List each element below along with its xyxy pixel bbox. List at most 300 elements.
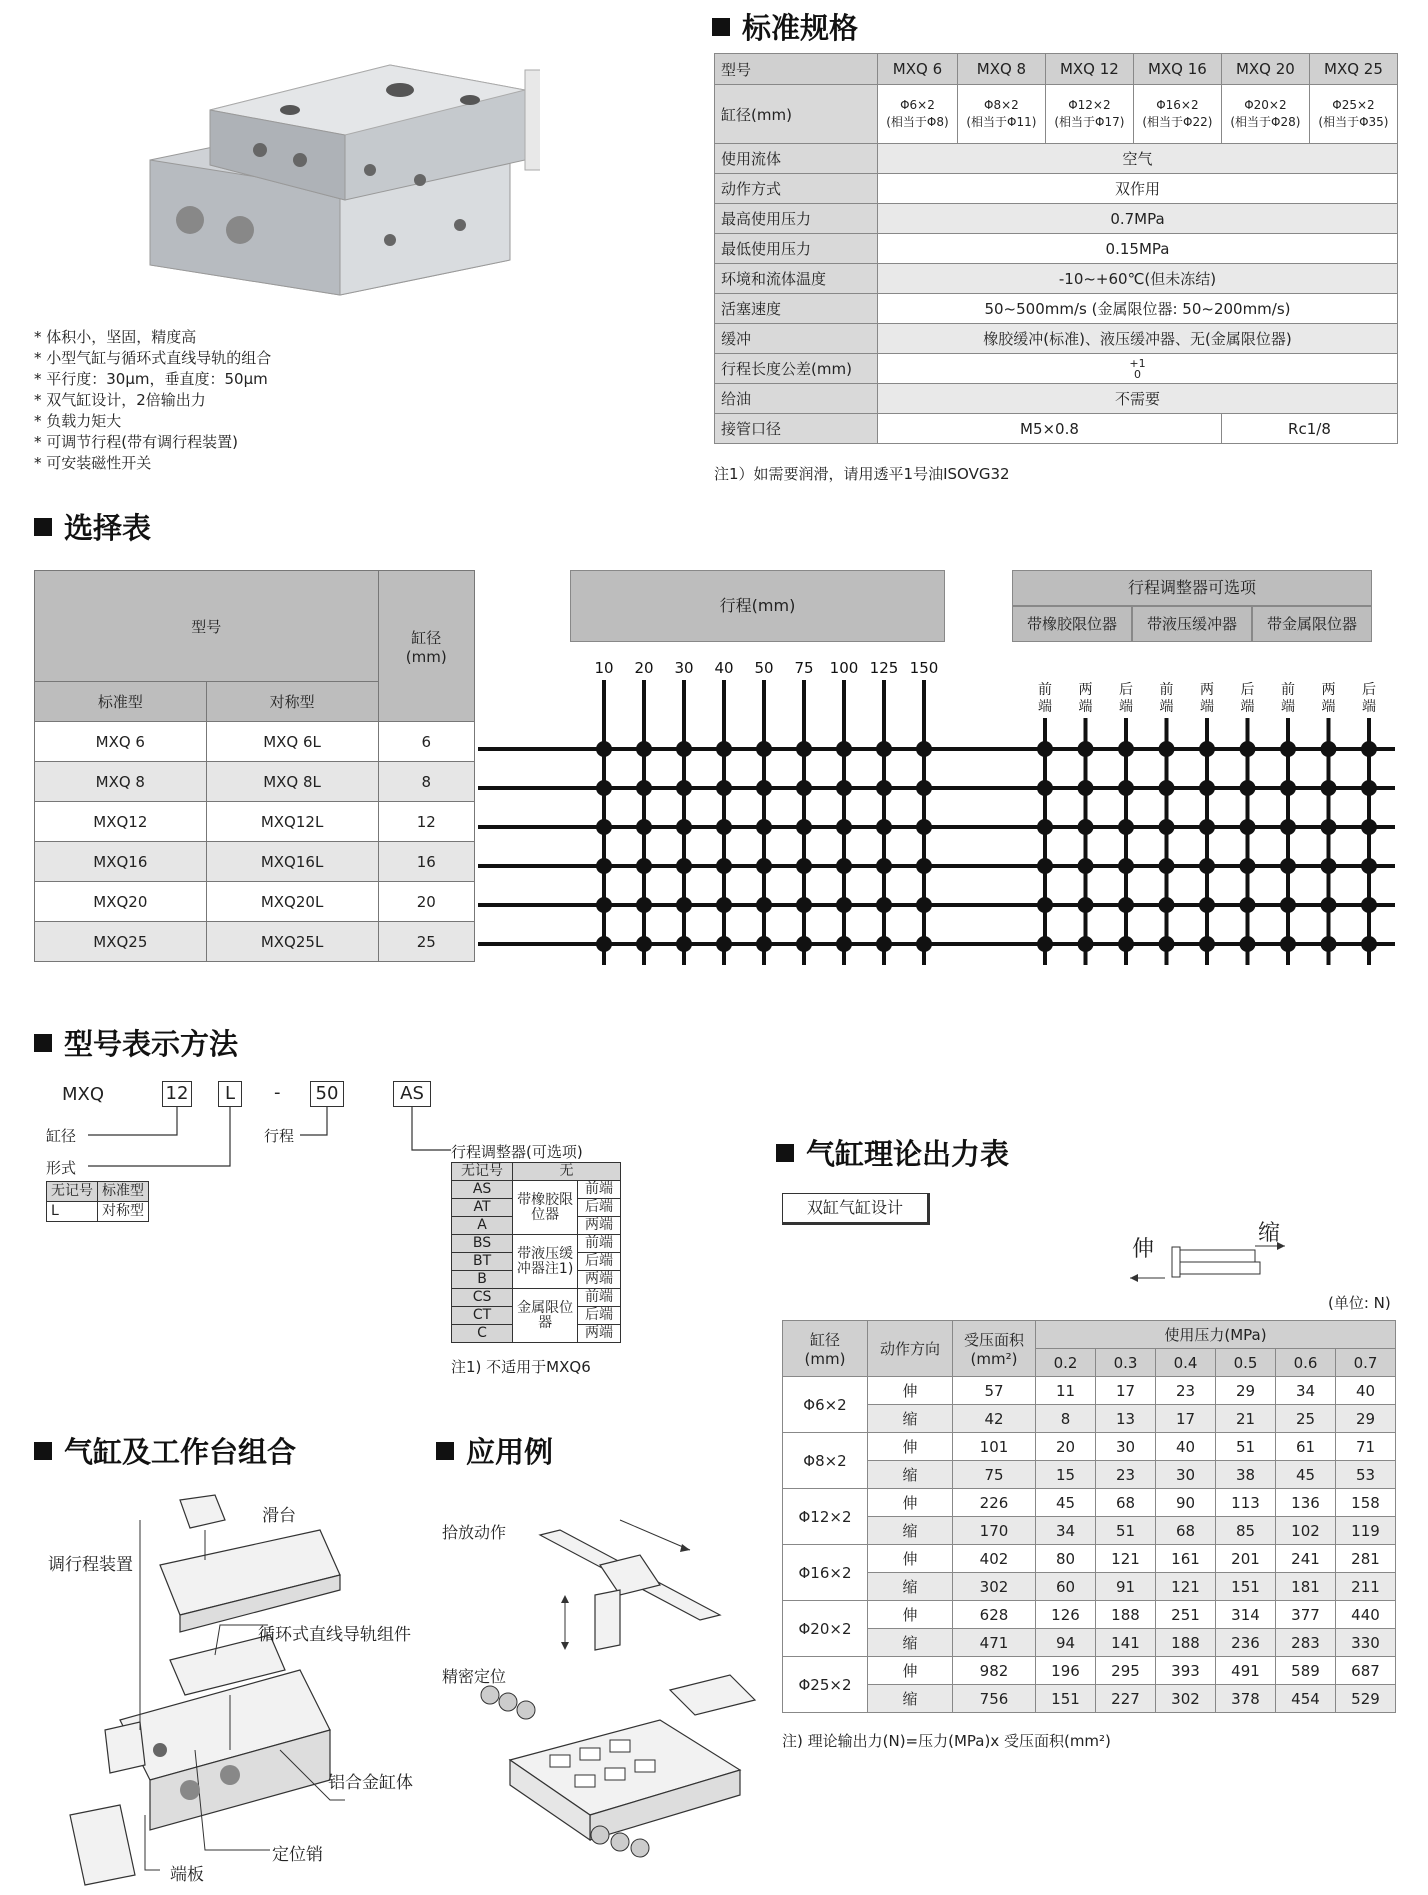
force-value: 68: [1156, 1517, 1216, 1545]
adj-availability-dot: [1361, 858, 1377, 874]
adj-availability-dot: [1280, 858, 1296, 874]
spec-row-label: 给油: [715, 384, 878, 414]
availability-dot: [756, 858, 772, 874]
adj-header: 行程调整器可选项: [1012, 570, 1372, 606]
stroke-tick-label: 30: [674, 659, 694, 677]
force-value: 121: [1096, 1545, 1156, 1573]
adj-code: CS: [452, 1289, 513, 1307]
form-code: 无记号: [47, 1182, 98, 1202]
availability-dot: [716, 936, 732, 952]
availability-dot: [756, 741, 772, 757]
force-value: 91: [1096, 1573, 1156, 1601]
force-value: 30: [1156, 1461, 1216, 1489]
spec-model: MXQ 16: [1133, 54, 1221, 85]
availability-dot: [876, 780, 892, 796]
force-value: 51: [1096, 1517, 1156, 1545]
sel-std: MXQ 8: [35, 762, 207, 802]
force-value: 377: [1276, 1601, 1336, 1629]
force-value: 151: [1036, 1685, 1096, 1713]
spec-model: MXQ 12: [1045, 54, 1133, 85]
availability-dot: [716, 741, 732, 757]
spec-row-label: 缓冲: [715, 324, 878, 354]
spec-row-label: 行程长度公差(mm): [715, 354, 878, 384]
force-value: 30: [1096, 1433, 1156, 1461]
assembly-label-body: 铝合金缸体: [328, 1773, 413, 1793]
adj-pos: 前端: [578, 1289, 621, 1307]
spec-row-value: 不需要: [878, 384, 1398, 414]
force-value: 302: [1156, 1685, 1216, 1713]
adj-availability-dot: [1280, 897, 1296, 913]
adj-pos-label: 端: [1038, 699, 1052, 715]
pick-place-illustration: [520, 1505, 760, 1655]
force-direction: 缩: [868, 1517, 953, 1545]
force-value: 60: [1036, 1573, 1096, 1601]
force-area: 42: [953, 1405, 1036, 1433]
availability-dot: [916, 936, 932, 952]
force-area: 302: [953, 1573, 1036, 1601]
force-value: 295: [1096, 1657, 1156, 1685]
force-value: 45: [1276, 1461, 1336, 1489]
force-value: 136: [1276, 1489, 1336, 1517]
spec-row-label: 动作方式: [715, 174, 878, 204]
force-value: 17: [1156, 1405, 1216, 1433]
sel-sym: MXQ16L: [206, 842, 378, 882]
force-bore: Φ8×2: [783, 1433, 868, 1489]
code-adj-box: AS: [393, 1081, 431, 1107]
force-value: 181: [1276, 1573, 1336, 1601]
adj-pos: 两端: [578, 1217, 621, 1235]
adj-code: A: [452, 1217, 513, 1235]
stroke-tick-label: 125: [869, 659, 899, 677]
form-name: 对称型: [98, 1202, 149, 1222]
force-value: 38: [1216, 1461, 1276, 1489]
sel-bore-header: 缸径 (mm): [378, 571, 474, 722]
feature-item: * 负载力矩大: [34, 412, 122, 430]
adj-availability-dot: [1118, 741, 1134, 757]
adj-availability-dot: [1321, 897, 1337, 913]
sel-sym: MXQ25L: [206, 922, 378, 962]
force-value: 119: [1336, 1517, 1396, 1545]
availability-dot: [916, 897, 932, 913]
adj-availability-dot: [1037, 741, 1053, 757]
force-value: 251: [1156, 1601, 1216, 1629]
force-value: 90: [1156, 1489, 1216, 1517]
force-pressure: 0.2: [1036, 1349, 1096, 1377]
adj-availability-dot: [1199, 741, 1215, 757]
force-area: 170: [953, 1517, 1036, 1545]
force-value: 378: [1216, 1685, 1276, 1713]
assembly-title: 气缸及工作台组合: [34, 1430, 296, 1471]
force-table: [782, 1320, 1396, 1713]
force-value: 283: [1276, 1629, 1336, 1657]
spec-bore: Φ20×2 (相当于Φ28): [1221, 85, 1309, 144]
adj-option-table: [451, 1162, 621, 1343]
force-value: 121: [1156, 1573, 1216, 1601]
adj-pos-label: 端: [1119, 699, 1133, 715]
extend-label: 伸: [1132, 1237, 1155, 1262]
adj-pos-label: 后: [1119, 682, 1133, 698]
sel-std: MXQ 6: [35, 722, 207, 762]
adj-availability-dot: [1159, 780, 1175, 796]
force-value: 8: [1036, 1405, 1096, 1433]
adj-availability-dot: [1118, 936, 1134, 952]
spec-model: MXQ 8: [957, 54, 1045, 85]
adj-pos-label: 后: [1240, 682, 1255, 698]
availability-dot: [836, 936, 852, 952]
spec-row-label: 环境和流体温度: [715, 264, 878, 294]
adj-pos-label: 端: [1078, 699, 1093, 715]
spec-port-b: Rc1/8: [1221, 414, 1397, 444]
force-pressure: 0.5: [1216, 1349, 1276, 1377]
feature-item: * 体积小，坚固，精度高: [34, 328, 197, 346]
code-dash: -: [274, 1082, 281, 1103]
adj-availability-dot: [1118, 819, 1134, 835]
sel-std: MXQ12: [35, 802, 207, 842]
sel-sym-header: 对称型: [206, 682, 378, 722]
sel-model-header: 型号: [35, 571, 379, 682]
adj-availability-dot: [1240, 897, 1256, 913]
form-name: 标准型: [98, 1182, 149, 1202]
adj-availability-dot: [1361, 897, 1377, 913]
force-value: 126: [1036, 1601, 1096, 1629]
force-bore: Φ12×2: [783, 1489, 868, 1545]
force-direction: 缩: [868, 1629, 953, 1657]
adj-pos-label: 端: [1240, 699, 1255, 715]
code-bore-box: 12: [162, 1081, 192, 1107]
adj-pos-label: 后: [1362, 682, 1376, 698]
adj-availability-dot: [1321, 780, 1337, 796]
adj-type: 带橡胶限位器: [1012, 606, 1132, 642]
force-value: 68: [1096, 1489, 1156, 1517]
stroke-tick-label: 50: [754, 659, 774, 677]
force-value: 15: [1036, 1461, 1096, 1489]
force-value: 34: [1036, 1517, 1096, 1545]
stroke-tick-label: 20: [634, 659, 654, 677]
spec-bore-label: 缸径(mm): [715, 85, 878, 144]
adj-availability-dot: [1199, 858, 1215, 874]
force-direction: 伸: [868, 1657, 953, 1685]
force-value: 141: [1096, 1629, 1156, 1657]
sel-sym: MXQ12L: [206, 802, 378, 842]
adj-availability-dot: [1078, 936, 1094, 952]
assembly-label-slide: 滑台: [262, 1506, 296, 1526]
model-code-title: 型号表示方法: [34, 1022, 238, 1063]
form-table: [46, 1181, 149, 1222]
adj-group-name: 金属限位器: [513, 1289, 578, 1343]
force-value: 17: [1096, 1377, 1156, 1405]
spec-bore: Φ16×2 (相当于Φ22): [1133, 85, 1221, 144]
adj-availability-dot: [1078, 858, 1094, 874]
adj-availability-dot: [1240, 780, 1256, 796]
application-label-pick: 拾放动作: [442, 1523, 507, 1542]
force-bore: Φ20×2: [783, 1601, 868, 1657]
force-value: 589: [1276, 1657, 1336, 1685]
force-area: 982: [953, 1657, 1036, 1685]
adj-pos-label: 前: [1038, 682, 1052, 698]
force-dir-head: 动作方向: [868, 1321, 953, 1377]
force-direction: 缩: [868, 1685, 953, 1713]
code-prefix: MXQ: [62, 1084, 105, 1105]
spec-row-value: 50~500mm/s (金属限位器: 50~200mm/s): [878, 294, 1398, 324]
adj-pos-label: 端: [1321, 699, 1336, 715]
spec-row-label: 活塞速度: [715, 294, 878, 324]
spec-model: MXQ 6: [878, 54, 958, 85]
force-value: 34: [1276, 1377, 1336, 1405]
sel-std: MXQ16: [35, 842, 207, 882]
adj-pos: 后端: [578, 1253, 621, 1271]
code-stroke-label: 行程: [264, 1127, 295, 1145]
adj-availability-dot: [1037, 858, 1053, 874]
availability-dot: [716, 780, 732, 796]
adj-type: 带金属限位器: [1252, 606, 1372, 642]
force-area: 402: [953, 1545, 1036, 1573]
availability-dot: [796, 741, 812, 757]
adj-availability-dot: [1321, 936, 1337, 952]
spec-title: 标准规格: [712, 6, 858, 47]
sel-std: MXQ20: [35, 882, 207, 922]
assembly-label-pin: 定位销: [272, 1845, 323, 1865]
force-value: 188: [1156, 1629, 1216, 1657]
adj-pos: 前端: [578, 1235, 621, 1253]
adj-availability-dot: [1037, 780, 1053, 796]
spec-port-a: M5×0.8: [878, 414, 1222, 444]
adj-pos-label: 两: [1321, 682, 1336, 698]
adj-pos-label: 端: [1200, 699, 1214, 715]
force-area: 628: [953, 1601, 1036, 1629]
sel-sym: MXQ 8L: [206, 762, 378, 802]
availability-dot: [756, 780, 772, 796]
force-direction: 缩: [868, 1405, 953, 1433]
force-note: 注) 理论输出力(N)=压力(MPa)x 受压面积(mm²): [782, 1732, 1111, 1750]
adj-pos-label: 端: [1159, 699, 1174, 715]
adj-availability-dot: [1199, 936, 1215, 952]
availability-dot: [876, 741, 892, 757]
force-value: 20: [1036, 1433, 1096, 1461]
force-value: 53: [1336, 1461, 1396, 1489]
adj-availability-dot: [1240, 858, 1256, 874]
adj-pos-label: 端: [1362, 699, 1376, 715]
force-value: 23: [1096, 1461, 1156, 1489]
adj-availability-dot: [1361, 741, 1377, 757]
spec-row-label: 最低使用压力: [715, 234, 878, 264]
force-value: 529: [1336, 1685, 1396, 1713]
force-value: 227: [1096, 1685, 1156, 1713]
adj-note: 注1) 不适用于MXQ6: [451, 1358, 591, 1376]
force-direction: 缩: [868, 1573, 953, 1601]
force-value: 201: [1216, 1545, 1276, 1573]
force-pressure: 0.3: [1096, 1349, 1156, 1377]
adj-availability-dot: [1199, 897, 1215, 913]
force-area: 57: [953, 1377, 1036, 1405]
adj-availability-dot: [1240, 741, 1256, 757]
availability-dot: [716, 819, 732, 835]
feature-item: * 小型气缸与循环式直线导轨的组合: [34, 349, 272, 367]
force-value: 11: [1036, 1377, 1096, 1405]
assembly-label-adjuster: 调行程装置: [48, 1555, 133, 1575]
force-value: 241: [1276, 1545, 1336, 1573]
stroke-tick-label: 75: [794, 659, 814, 677]
force-area: 75: [953, 1461, 1036, 1489]
availability-dot: [916, 741, 932, 757]
adj-type: 带液压缓冲器: [1132, 606, 1252, 642]
adj-availability-dot: [1118, 858, 1134, 874]
force-value: 158: [1336, 1489, 1396, 1517]
force-pressure: 0.7: [1336, 1349, 1396, 1377]
force-unit: (单位: N): [1328, 1294, 1391, 1312]
force-direction: 伸: [868, 1433, 953, 1461]
force-value: 281: [1336, 1545, 1396, 1573]
availability-dot: [836, 858, 852, 874]
availability-dot: [876, 819, 892, 835]
adj-code: C: [452, 1325, 513, 1343]
spec-row-value: 空气: [878, 144, 1398, 174]
force-value: 440: [1336, 1601, 1396, 1629]
force-value: 21: [1216, 1405, 1276, 1433]
adj-pos: 前端: [578, 1181, 621, 1199]
adj-availability-dot: [1037, 897, 1053, 913]
spec-port-label: 接管口径: [715, 414, 878, 444]
sel-bore: 6: [378, 722, 474, 762]
design-label: 双缸气缸设计: [782, 1193, 930, 1225]
spec-row-value: 橡胶缓冲(标准)、液压缓冲器、无(金属限位器): [878, 324, 1398, 354]
force-value: 23: [1156, 1377, 1216, 1405]
form-code: L: [47, 1202, 98, 1222]
force-direction: 伸: [868, 1489, 953, 1517]
selection-title: 选择表: [34, 506, 151, 547]
availability-dot: [716, 897, 732, 913]
availability-dot: [876, 936, 892, 952]
force-area-head: 受压面积 (mm²): [953, 1321, 1036, 1377]
assembly-label-guide: 循环式直线导轨组件: [258, 1625, 411, 1645]
adj-availability-dot: [1159, 819, 1175, 835]
code-bore-label: 缸径: [46, 1127, 77, 1145]
sel-sym: MXQ20L: [206, 882, 378, 922]
availability-dot: [876, 897, 892, 913]
adj-availability-dot: [1321, 858, 1337, 874]
force-pressure: 0.4: [1156, 1349, 1216, 1377]
spec-bore: Φ6×2 (相当于Φ8): [878, 85, 958, 144]
code-form-label: 形式: [46, 1159, 77, 1177]
adj-pos: 后端: [578, 1199, 621, 1217]
force-value: 102: [1276, 1517, 1336, 1545]
adj-pos-label: 端: [1281, 699, 1295, 715]
adj-availability-dot: [1037, 936, 1053, 952]
adj-code: AT: [452, 1199, 513, 1217]
availability-dot: [836, 819, 852, 835]
availability-dot: [796, 819, 812, 835]
adj-code: B: [452, 1271, 513, 1289]
adj-availability-dot: [1078, 780, 1094, 796]
adj-availability-dot: [1118, 780, 1134, 796]
adj-availability-dot: [1078, 741, 1094, 757]
adj-availability-dot: [1361, 936, 1377, 952]
force-value: 13: [1096, 1405, 1156, 1433]
adj-availability-dot: [1361, 780, 1377, 796]
force-area: 756: [953, 1685, 1036, 1713]
code-type-box: L: [218, 1081, 242, 1107]
force-value: 29: [1336, 1405, 1396, 1433]
adj-availability-dot: [1159, 897, 1175, 913]
availability-dot: [796, 936, 812, 952]
stroke-tick-label: 40: [714, 659, 734, 677]
spec-bore: Φ12×2 (相当于Φ17): [1045, 85, 1133, 144]
spec-model: MXQ 20: [1221, 54, 1309, 85]
force-value: 85: [1216, 1517, 1276, 1545]
force-value: 51: [1216, 1433, 1276, 1461]
force-value: 687: [1336, 1657, 1396, 1685]
adj-code: BT: [452, 1253, 513, 1271]
feature-item: * 双气缸设计，2倍输出力: [34, 391, 206, 409]
sel-bore: 8: [378, 762, 474, 802]
stroke-tick-label: 100: [829, 659, 859, 677]
feature-item: * 平行度：30μm，垂直度：50μm: [34, 370, 268, 388]
availability-dot: [796, 780, 812, 796]
force-direction: 伸: [868, 1545, 953, 1573]
spec-bore: Φ25×2 (相当于Φ35): [1309, 85, 1397, 144]
adj-pos-label: 前: [1159, 682, 1174, 698]
force-value: 393: [1156, 1657, 1216, 1685]
adj-availability-dot: [1037, 819, 1053, 835]
assembly-label-endplate: 端板: [170, 1865, 204, 1885]
force-value: 314: [1216, 1601, 1276, 1629]
force-pressure: 0.6: [1276, 1349, 1336, 1377]
application-label-position: 精密定位: [442, 1667, 507, 1686]
spec-row-value: 双作用: [878, 174, 1398, 204]
adj-code: BS: [452, 1235, 513, 1253]
spec-note: 注1）如需要润滑，请用透平1号油ISOVG32: [714, 465, 1010, 483]
adj-code: 无记号: [452, 1163, 513, 1181]
availability-dot: [916, 780, 932, 796]
force-value: 45: [1036, 1489, 1096, 1517]
force-direction: 缩: [868, 1461, 953, 1489]
force-value: 211: [1336, 1573, 1396, 1601]
adj-pos: 后端: [578, 1307, 621, 1325]
availability-dot: [756, 819, 772, 835]
force-value: 454: [1276, 1685, 1336, 1713]
application-title: 应用例: [436, 1430, 553, 1471]
stroke-tick-label: 10: [594, 659, 614, 677]
adj-availability-dot: [1078, 897, 1094, 913]
adj-group-name: 带橡胶限位器: [513, 1181, 578, 1235]
stroke-header: 行程(mm): [570, 570, 945, 642]
code-stroke-box: 50: [310, 1081, 344, 1107]
availability-dot: [876, 858, 892, 874]
force-value: 40: [1156, 1433, 1216, 1461]
spec-header-label: 型号: [715, 54, 878, 85]
adj-none: 无: [513, 1163, 621, 1181]
force-value: 71: [1336, 1433, 1396, 1461]
force-area: 101: [953, 1433, 1036, 1461]
force-value: 236: [1216, 1629, 1276, 1657]
force-bore-head: 缸径 (mm): [783, 1321, 868, 1377]
adj-group-name: 带液压缓冲器注1): [513, 1235, 578, 1289]
adj-availability-dot: [1199, 780, 1215, 796]
stroke-tick-label: 150: [909, 659, 939, 677]
availability-dot: [796, 897, 812, 913]
adj-availability-dot: [1321, 819, 1337, 835]
feature-item: * 可安装磁性开关: [34, 454, 152, 472]
spec-row-value: 0.7MPa: [878, 204, 1398, 234]
force-value: 61: [1276, 1433, 1336, 1461]
availability-dot: [916, 858, 932, 874]
spec-row-value: -10~+60℃(但未冻结): [878, 264, 1398, 294]
sel-bore: 20: [378, 882, 474, 922]
availability-dot: [796, 858, 812, 874]
spec-model: MXQ 25: [1309, 54, 1397, 85]
spec-row-value: +1 0: [878, 354, 1398, 384]
sel-bore: 12: [378, 802, 474, 842]
force-value: 40: [1336, 1377, 1396, 1405]
